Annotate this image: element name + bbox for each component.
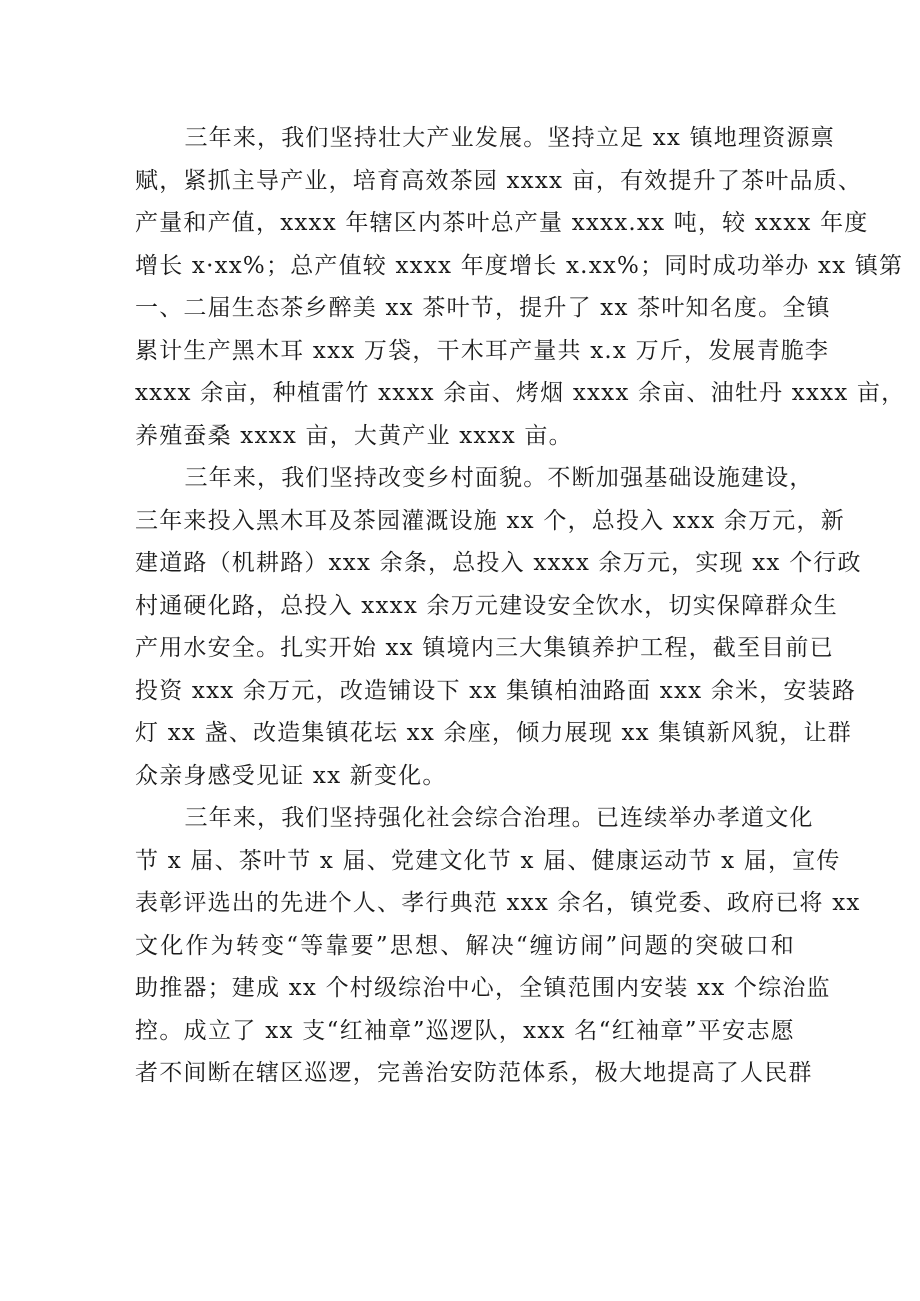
text-line: 者不间断在辖区巡逻，完善治安防范体系，极大地提高了人民群 — [135, 1060, 813, 1086]
paragraph-industry — [135, 117, 906, 457]
document-body — [135, 117, 906, 1095]
paragraph-rural — [135, 457, 862, 797]
text-line: 村通硬化路，总投入 xxxx 余万元建设安全饮水，切实保障群众生 — [135, 592, 838, 619]
text-line: 产量和产值，xxxx 年辖区内茶叶总产量 xxxx.xx 吨，较 xxxx 年度 — [135, 210, 869, 236]
text-line: 养殖蚕桑 xxxx 亩，大黄产业 xxxx 亩。 — [135, 422, 573, 449]
text-line: 赋，紧抓主导产业，培育高效茶园 xxxx 亩，有效提升了茶叶品质、 — [135, 167, 863, 194]
text-line: 产用水安全。扎实开始 xx 镇境内三大集镇养护工程，截至目前已 — [135, 635, 834, 661]
text-line: xxxx 余亩，种植雷竹 xxxx 余亩、烤烟 xxxx 余亩、油牡丹 xxxx 亩， — [135, 380, 906, 406]
text-line: 投资 xxx 余万元，改造铺设下 xx 集镇柏油路面 xxx 余米，安装路 — [135, 677, 857, 704]
text-line: 众亲身感受见证 xx 新变化。 — [135, 762, 447, 789]
text-line: 灯 xx 盏、改造集镇花坛 xx 余座，倾力展现 xx 集镇新风貌，让群 — [135, 720, 852, 746]
text-line: 节 x 届、茶叶节 x 届、党建文化节 x 届、健康运动节 x 届，宣传 — [135, 847, 841, 874]
text-line: 建道路（机耕路）xxx 余条，总投入 xxxx 余万元，实现 xx 个行政 — [135, 550, 862, 576]
text-line: 三年来，我们坚持壮大产业发展。坚持立足 xx 镇地理资源禀 — [184, 125, 835, 151]
text-line: 增长 x·xx%；总产值较 xxxx 年度增长 x.xx%；同时成功举办 xx 镇第 — [135, 252, 904, 279]
text-line: 累计生产黑木耳 xxx 万袋，干木耳产量共 x.x 万斤，发展青脆李 — [135, 337, 830, 364]
text-line: 三年来，我们坚持改变乡村面貌。不断加强基础设施建设， — [184, 465, 814, 491]
text-line: 文化作为转变“等靠要”思想、解决“缠访闹”问题的突破口和 — [135, 932, 795, 959]
text-line: 三年来，我们坚持强化社会综合治理。已连续举办孝道文化 — [184, 805, 814, 831]
text-line: 一、二届生态茶乡醉美 xx 茶叶节，提升了 xx 茶叶知名度。全镇 — [135, 295, 831, 321]
text-line: 三年来投入黑木耳及茶园灌溉设施 xx 个，总投入 xxx 余万元，新 — [135, 507, 845, 534]
text-line: 控。成立了 xx 支“红袖章”巡逻队，xxx 名“红袖章”平安志愿 — [135, 1017, 795, 1044]
text-line: 表彰评选出的先进个人、孝行典范 xxx 余名，镇党委、政府已将 xx — [135, 890, 861, 916]
text-line: 助推器；建成 xx 个村级综治中心，全镇范围内安装 xx 个综治监 — [135, 975, 831, 1001]
paragraph-governance — [135, 797, 861, 1095]
